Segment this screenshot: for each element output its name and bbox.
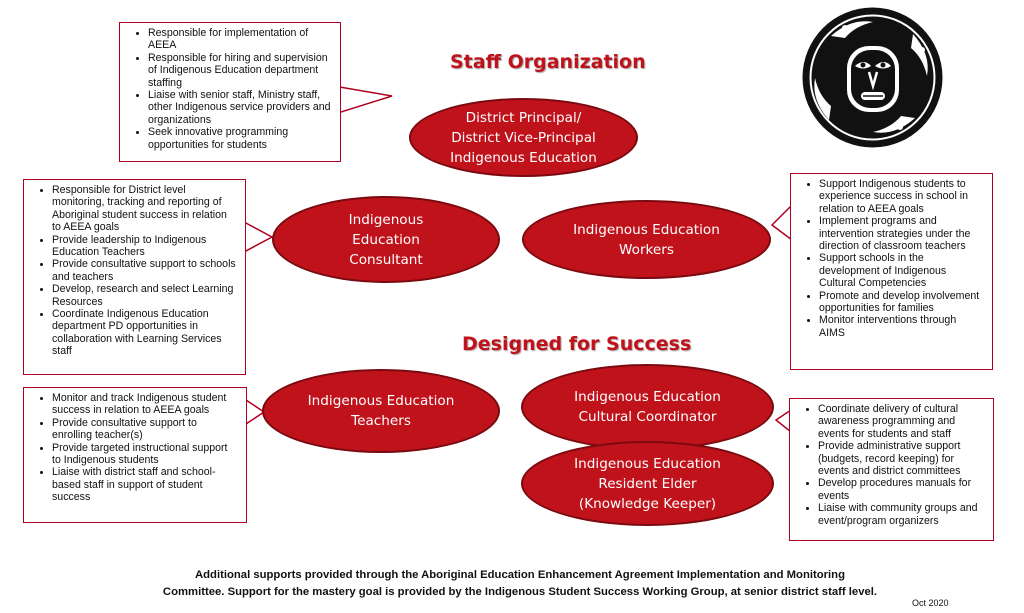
callout-item: • Develop, research and select Learning Resources [52,283,237,308]
callout-item: • Coordinate delivery of cultural awareness programming and events for students and staff [818,403,985,440]
role-district-principal: District Principal/ District Vice-Principal Indigenous Education [409,98,638,177]
callout-item: • Monitor and track Indigenous student success in relation to AEEA goals [52,392,238,417]
date-stamp: Oct 2020 [912,598,949,608]
callout-consultant [23,179,246,375]
callout-item: • Provide leadership to Indigenous Education Teachers [52,234,237,259]
footer-note: Additional supports provided through the Aboriginal Education Enhancement Agreement Implementation and Monitoring Committee. Support for the mastery goal is provided by the Indigenous Student Success Working Group, at senior district staff level. [162,569,878,598]
callout-item: • Support Indigenous students to experience success in school in relation to AEEA goals [819,178,984,215]
callout-item: • Responsible for hiring and supervision of Indigenous Education department staffing [148,52,332,89]
callout-item: • Liaise with district staff and school-based staff in support of student success [52,466,238,503]
callout-item: • Liaise with senior staff, Ministry staff, other Indigenous service providers and organizations [148,89,332,126]
indigenous-formline-face-icon [801,6,944,149]
callout-item: • Develop procedures manuals for events [818,477,985,502]
callout-item: • Promote and develop involvement opportunities for families [819,290,984,315]
callout-item: • Implement programs and intervention strategies under the direction of classroom teachers [819,215,984,252]
callout-item: • Provide consultative support to schools and teachers [52,258,237,283]
callout-pointer-cultural [0,0,1,1]
role-education-consultant: Indigenous Education Consultant [272,196,500,283]
heading-designed-for-success: Designed for Success [462,333,692,355]
callout-teachers [23,387,247,523]
role-cultural-coordinator: Indigenous Education Cultural Coordinator [521,364,774,450]
callout-item: • Monitor interventions through AIMS [819,314,984,339]
role-education-teachers: Indigenous Education Teachers [262,369,500,453]
role-resident-elder: Indigenous Education Resident Elder (Knowledge Keeper) [521,441,774,526]
role-education-workers: Indigenous Education Workers [522,200,771,279]
callout-item: • Provide consultative support to enrolling teacher(s) [52,417,238,442]
callout-principal [119,22,341,162]
callout-workers [790,173,993,370]
heading-staff-organization: Staff Organization [450,51,646,73]
callout-item: • Responsible for implementation of AEEA [148,27,332,52]
callout-item: • Coordinate Indigenous Education department PD opportunities in collaboration with Learning Services staff [52,308,237,358]
callout-item: • Provide targeted instructional support to Indigenous students [52,442,238,467]
callout-item: • Provide administrative support (budgets, record keeping) for events and district committees [818,440,985,477]
callout-item: • Liaise with community groups and event/program organizers [818,502,985,527]
callout-cultural [789,398,994,541]
callout-item: • Seek innovative programming opportunities for students [148,126,332,151]
callout-item: • Responsible for District level monitoring, tracking and reporting of Aboriginal student success in relation to AEEA goals [52,184,237,234]
callout-item: • Support schools in the development of Indigenous Cultural Competencies [819,252,984,289]
